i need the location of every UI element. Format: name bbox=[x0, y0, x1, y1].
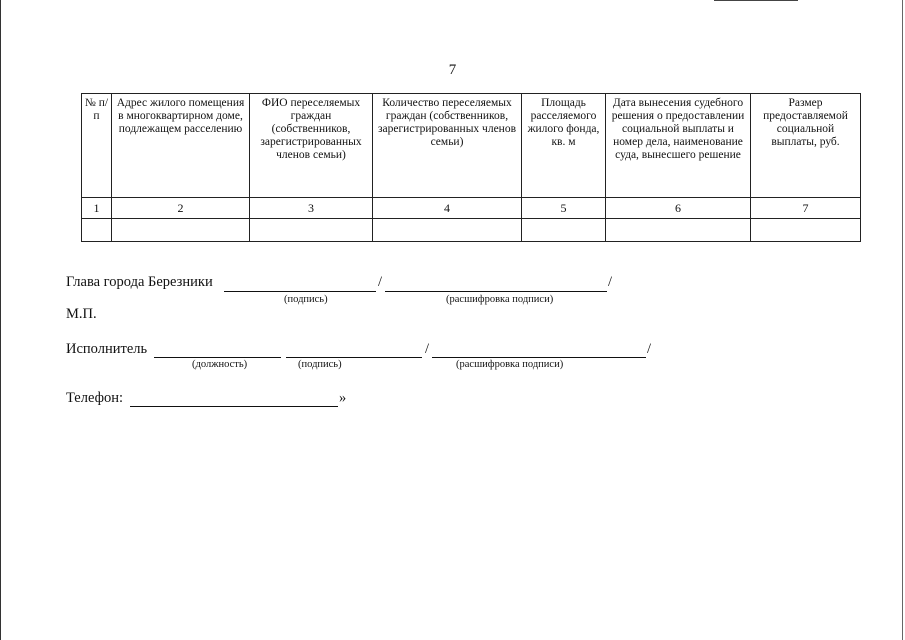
table-cell: 1 bbox=[82, 198, 112, 219]
head-slash-end: / bbox=[608, 274, 613, 290]
executor-label: Исполнитель bbox=[66, 341, 148, 357]
head-slash: / bbox=[378, 274, 383, 290]
head-label: Глава города Березники bbox=[66, 274, 213, 290]
table-cell: 3 bbox=[250, 198, 373, 219]
executor-caption-decoding: (расшифровка подписи) bbox=[456, 359, 564, 370]
executor-decoding-line bbox=[432, 357, 646, 358]
table-cell bbox=[250, 219, 373, 242]
header-cell-fio: ФИО переселяемых граждан (собственников, зарегистрированных членов семьи) bbox=[250, 94, 373, 198]
header-cell-number: № п/п bbox=[82, 94, 112, 198]
stamp-label: М.П. bbox=[66, 306, 97, 322]
table-cell bbox=[373, 219, 522, 242]
header-cell-count: Количество переселяемых граждан (собственников, зарегистрированных членов семьи) bbox=[373, 94, 522, 198]
table-cell: 7 bbox=[751, 198, 861, 219]
head-caption-signature: (подпись) bbox=[284, 294, 328, 305]
executor-signature-line bbox=[286, 357, 422, 358]
table-row-empty bbox=[82, 219, 861, 242]
page-right-edge bbox=[902, 0, 903, 640]
header-cell-area: Площадь расселяемого жилого фонда, кв. м bbox=[522, 94, 606, 198]
header-cell-payment: Размер предоставляемой социальной выплаты, руб. bbox=[751, 94, 861, 198]
table-cell: 2 bbox=[112, 198, 250, 219]
table-cell bbox=[522, 219, 606, 242]
table-cell: 5 bbox=[522, 198, 606, 219]
head-caption-decoding: (расшифровка подписи) bbox=[446, 294, 554, 305]
executor-caption-signature: (подпись) bbox=[298, 359, 342, 370]
executor-slash: / bbox=[425, 341, 430, 357]
table-row bbox=[82, 198, 861, 219]
table-cell: 6 bbox=[606, 198, 751, 219]
head-decoding-line bbox=[385, 291, 607, 292]
resettlement-table bbox=[81, 93, 861, 242]
header-cell-address: Адрес жилого помещения в многоквартирном доме, подлежащем расселению bbox=[112, 94, 250, 198]
head-signature-line bbox=[224, 291, 376, 292]
top-scan-mark bbox=[714, 0, 798, 1]
table-cell bbox=[112, 219, 250, 242]
executor-caption-position: (должность) bbox=[192, 359, 248, 370]
phone-end-quote: » bbox=[339, 390, 347, 406]
header-cell-court-decision: Дата вынесения судебного решения о предоставлении социальной выплаты и номер дела, наименование суда, вынесшего решение bbox=[606, 94, 751, 198]
phone-label: Телефон: bbox=[66, 390, 124, 406]
table-cell bbox=[606, 219, 751, 242]
phone-line bbox=[130, 406, 338, 407]
table-header-row bbox=[82, 94, 861, 198]
executor-position-line bbox=[154, 357, 281, 358]
page-number: 7 bbox=[448, 62, 457, 78]
page-left-edge bbox=[0, 0, 1, 640]
table-cell bbox=[751, 219, 861, 242]
table-cell: 4 bbox=[373, 198, 522, 219]
table-cell bbox=[82, 219, 112, 242]
executor-slash-end: / bbox=[647, 341, 652, 357]
